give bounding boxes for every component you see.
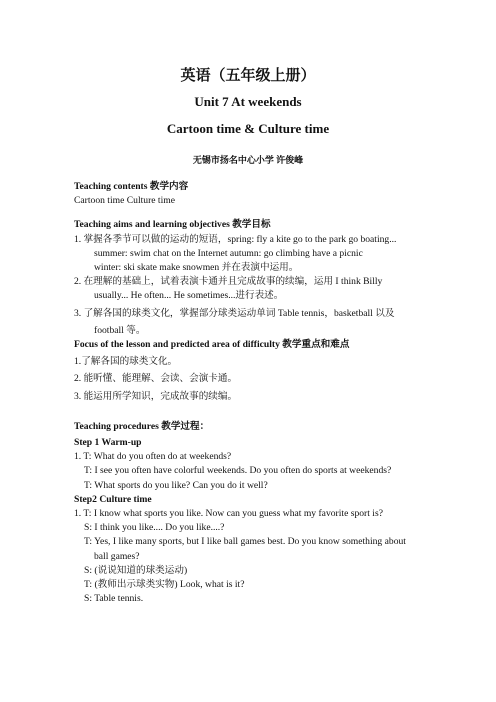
aims-line: usually... He often... He sometimes...进行表述。: [94, 290, 284, 302]
step1-line: T: I see you often have colorful weekends. Do you often do sports at weekends?: [84, 465, 392, 477]
step1-heading: Step 1 Warm-up: [74, 437, 142, 449]
step2-line: S: I think you like.... Do you like....?: [84, 522, 225, 534]
aims-line: football 等。: [94, 324, 146, 336]
procedures-heading: Teaching procedures 教学过程：: [74, 420, 210, 432]
contents-text: Cartoon time Culture time: [74, 195, 175, 207]
step2-line: ball games?: [94, 550, 140, 562]
document-body: [74, 180, 434, 606]
unit-title: Unit 7 At weekends: [194, 94, 302, 109]
step2-line: T: (教师出示球类实物) Look, what is it?: [84, 579, 245, 591]
aims-line: winter: ski skate make snowmen 并在表演中运用。: [94, 262, 299, 274]
focus-line: 3. 能运用所学知识，完成故事的续编。: [74, 390, 238, 402]
aims-line: 2. 在理解的基础上，试着表演卡通并且完成故事的续编，运用 I think Billy: [74, 276, 383, 288]
aims-line: 3. 了解各国的球类文化，掌握部分球类运动单词 Table tennis，basketball 以及: [74, 307, 395, 319]
aims-line: summer: swim chat on the Internet autumn: go climbing have a picnic: [94, 247, 363, 259]
step2-line: S: Table tennis.: [84, 593, 144, 605]
step2-line: 1. T: I know what sports you like. Now can you guess what my favorite sport is?: [74, 508, 383, 520]
focus-heading: Focus of the lesson and predicted area of difficulty 教学重点和难点: [74, 339, 350, 351]
aims-line: 1. 掌握各季节可以做的运动的短语，spring: fly a kite go to the park go boating...: [74, 233, 397, 245]
step2-heading: Step2 Culture time: [74, 493, 152, 505]
document-title: 英语（五年级上册）: [180, 68, 316, 84]
step2-line: T: Yes, I like many sports, but I like ball games best. Do you know something about: [84, 536, 406, 548]
aims-heading: Teaching aims and learning objectives 教学目标: [74, 219, 271, 231]
lesson-subtitle: Cartoon time & Culture time: [166, 121, 330, 136]
author-line: 无锡市扬名中心小学 许俊峰: [192, 155, 304, 165]
contents-heading: Teaching contents 教学内容: [74, 181, 189, 192]
focus-line: 2. 能听懂、能理解、会读、会演卡通。: [74, 373, 238, 385]
step1-line: T: What sports do you like? Can you do it well?: [84, 479, 268, 491]
step1-line: 1. T: What do you often do at weekends?: [74, 451, 232, 463]
focus-line: 1.了解各国的球类文化。: [74, 356, 178, 368]
step2-line: S: (说说知道的球类运动): [84, 564, 188, 576]
